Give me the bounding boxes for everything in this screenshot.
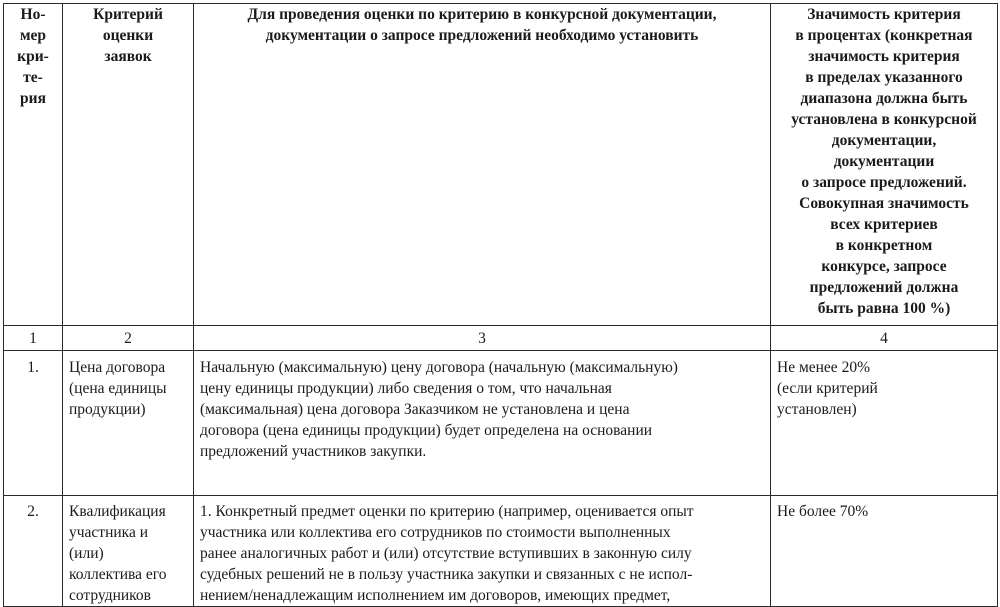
header-criterion-number: Но- мер кри- те- рия [4,4,63,326]
column-number: 1 [4,326,63,351]
column-number: 3 [194,326,771,351]
column-number-row [4,326,998,351]
row-weight: Не менее 20% (если критерий установлен) [771,351,998,496]
table-row [4,351,998,496]
header-weight: Значимость критерия в процентах (конкретная значимость критерия в пределах указанного диапазона должна быть установлена в конкурсной документации, документации о запросе предложений. Совокупная значимость всех критериев в конкретном конкурсе, запросе предложений должна быть равна 100 %) [771,4,998,326]
row-weight: Не более 70% [771,496,998,607]
column-number: 4 [771,326,998,351]
header-requirement: Для проведения оценки по критерию в конкурсной документации, документации о запросе предложений необходимо установить [194,4,771,326]
row-number: 2. [4,496,63,607]
row-criterion: Цена договора (цена единицы продукции) [63,351,194,496]
header-criterion-name: Критерий оценки заявок [63,4,194,326]
row-number: 1. [4,351,63,496]
criteria-table [3,3,998,607]
header-row [4,4,998,326]
row-requirement: Начальную (максимальную) цену договора (начальную (максимальную) цену единицы продукции) либо сведения о том, что начальная (максимальная) цена договора Заказчиком не установлена и цена договора (цена единицы продукции) будет определена на основании предложений участников закупки. [194,351,771,496]
row-requirement: 1. Конкретный предмет оценки по критерию (например, оценивается опыт участника или коллектива его сотрудников по стоимости выполненных ранее аналогичных работ и (или) отсутствие вступивших в законную силу судебных решений не в пользу участника закупки и связанных с не испол- нением/ненадлежащим исполнением им договоров, имеющих предмет, [194,496,771,607]
row-criterion: Квалификация участника и (или) коллектива его сотрудников [63,496,194,607]
column-number: 2 [63,326,194,351]
table-row [4,496,998,607]
